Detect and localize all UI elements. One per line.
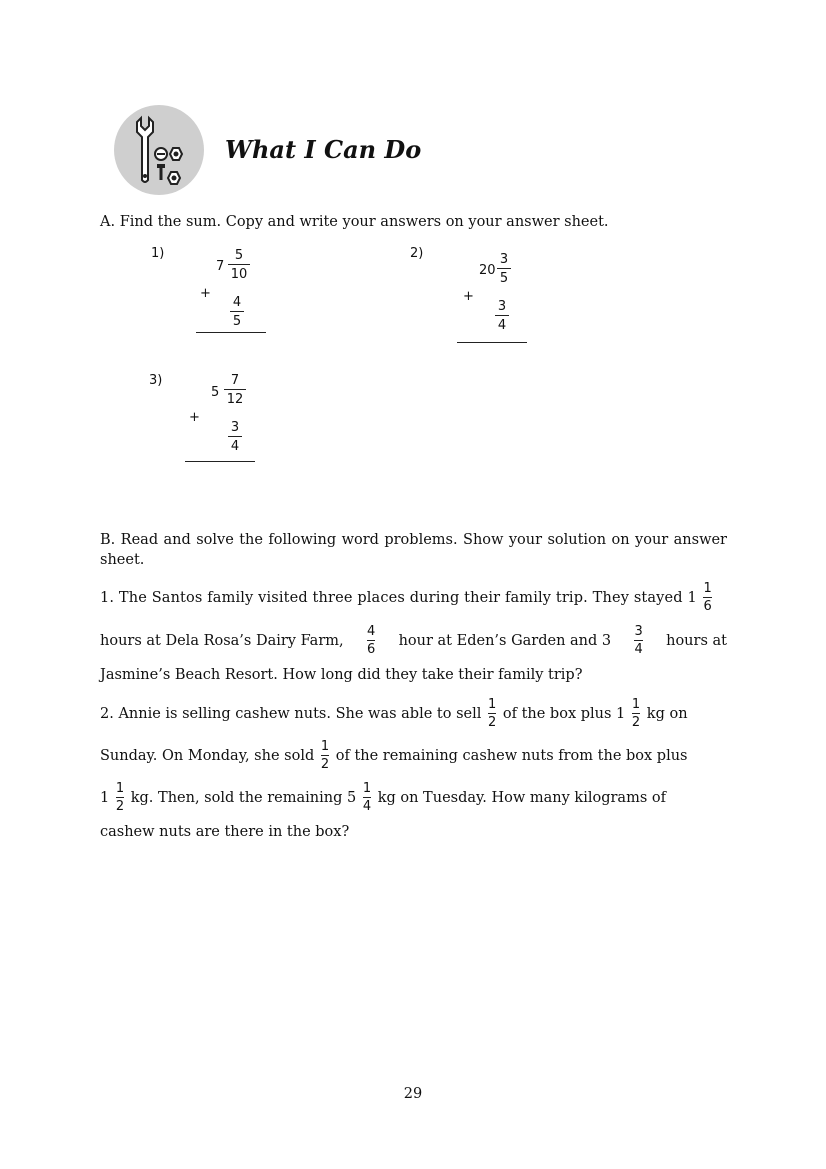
fraction	[224, 373, 246, 407]
numerator: 1	[487, 697, 497, 712]
denominator: 2	[115, 799, 125, 814]
fraction	[634, 625, 642, 657]
text: 2. Annie is selling cashew nuts. She was able to sell	[100, 706, 482, 722]
denominator: 4	[497, 318, 507, 333]
denominator: 6	[366, 642, 376, 657]
text: 1	[100, 790, 110, 806]
plus-sign: +	[463, 289, 474, 304]
page-title: What I Can Do	[225, 135, 422, 164]
numerator: 1	[115, 781, 125, 796]
denominator: 4	[634, 642, 643, 657]
denominator: 4	[362, 799, 372, 814]
tools-icon	[113, 104, 205, 196]
numerator: 3	[230, 420, 240, 435]
text: hours at Dela Rosa’s Dairy Farm,	[100, 633, 344, 649]
word-problem-2-line2	[100, 740, 688, 772]
fraction	[116, 782, 124, 814]
whole-number: 5	[211, 385, 220, 400]
plus-sign: +	[200, 286, 211, 301]
numerator: 7	[230, 373, 240, 388]
fraction	[497, 252, 511, 286]
fraction	[703, 582, 711, 614]
numerator: 1	[631, 697, 641, 712]
numerator: 1	[703, 581, 712, 596]
numerator: 1	[362, 781, 372, 796]
word-problem-1-line1	[100, 582, 727, 614]
denominator: 2	[320, 757, 330, 772]
problem-label: 1)	[151, 246, 165, 261]
denominator: 2	[487, 715, 497, 730]
denominator: 2	[631, 715, 641, 730]
fraction	[495, 299, 509, 333]
numerator: 4	[232, 295, 242, 310]
denominator: 5	[232, 314, 242, 329]
whole-number: 20	[479, 263, 496, 278]
part-a-instruction: A. Find the sum. Copy and write your answers on your answer sheet.	[100, 214, 609, 230]
word-problem-1-line2	[100, 625, 727, 657]
fraction	[363, 782, 371, 814]
text: 1. The Santos family visited three places during their family trip. They stayed 1	[100, 590, 697, 606]
fraction	[230, 295, 244, 329]
numerator: 1	[320, 739, 330, 754]
numerator: 4	[366, 624, 376, 639]
text: kg on Tuesday. How many kilograms of	[377, 790, 666, 806]
page-number: 29	[403, 1086, 423, 1102]
denominator: 10	[230, 267, 248, 282]
fraction	[228, 420, 242, 454]
fraction	[228, 248, 250, 282]
sum-line	[196, 332, 266, 333]
denominator: 6	[703, 599, 712, 614]
sum-line	[457, 342, 527, 343]
numerator: 3	[634, 624, 643, 639]
part-b-instruction: B. Read and solve the following word problems. Show your solution on your answer sheet.	[100, 532, 727, 568]
text: Sunday. On Monday, she sold	[100, 748, 315, 764]
text: hours at	[666, 633, 727, 649]
sum-line	[185, 461, 255, 462]
whole-number: 7	[216, 259, 225, 274]
word-problem-2-line4: cashew nuts are there in the box?	[100, 824, 350, 840]
word-problem-1-line3: Jasmine’s Beach Resort. How long did they take their family trip?	[100, 667, 583, 683]
text: hour at Eden’s Garden and 3	[398, 633, 612, 649]
plus-sign: +	[189, 410, 200, 425]
problem-label: 2)	[410, 246, 424, 261]
denominator: 4	[230, 439, 240, 454]
fraction	[367, 625, 375, 657]
fraction	[632, 698, 640, 730]
denominator: 5	[499, 271, 509, 286]
word-problem-2-line3	[100, 782, 666, 814]
numerator: 3	[497, 299, 507, 314]
text: of the remaining cashew nuts from the box plus	[335, 748, 688, 764]
word-problem-2-line1	[100, 698, 688, 730]
fraction	[488, 698, 496, 730]
problem-label: 3)	[149, 373, 163, 388]
numerator: 3	[499, 252, 509, 267]
numerator: 5	[234, 248, 244, 263]
text: of the box plus 1	[502, 706, 626, 722]
denominator: 12	[226, 392, 244, 407]
fraction	[321, 740, 329, 772]
text: kg on	[646, 706, 688, 722]
text: kg. Then, sold the remaining 5	[130, 790, 357, 806]
